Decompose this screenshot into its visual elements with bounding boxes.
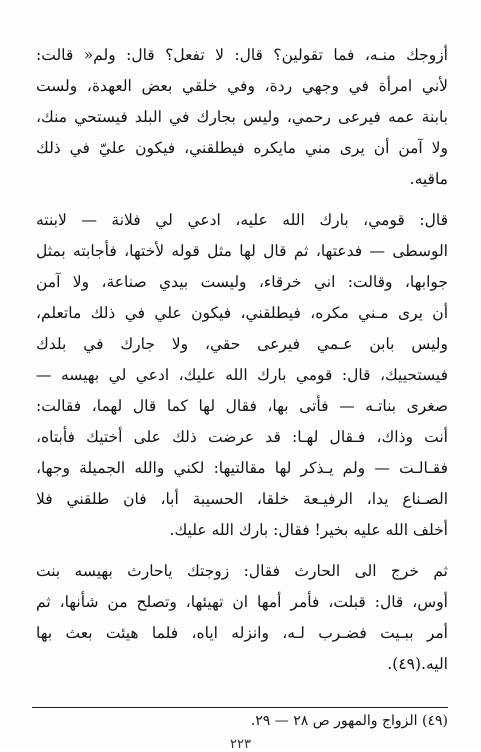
text-line: الوسطى — فدعتها، ثم قال لها مثل قوله لأختها، فأجابته بمثل xyxy=(36,242,448,260)
text-line: أنت وذاك، فـقال لهـا: قد عرضت ذلك على أختيك فأبتاه، xyxy=(36,428,448,446)
text-line: أوس، قال: قبلت، فأمر أمها ان تهيئها، وتصلح من شأنها، ثم xyxy=(36,593,448,611)
text-line: أزوجك منـه، فما تقولين؟ قال: لا تفعل؟ قال: ولم« قالت: xyxy=(36,46,448,64)
text-line: أن يرى مـني مكره، فيطلقني، فيكون علي في ذلك ماتعلم، xyxy=(36,304,448,322)
footnote: (٤٩) الزواج والمهور ص ٢٨ — ٢٩. xyxy=(250,713,448,729)
text-line: الصـناع يدا، الرفيـعة خلقا، الحسيبة أبا، فان طلقني فلا xyxy=(36,490,448,508)
paragraph xyxy=(36,40,448,195)
text-line: فقـالـت — ولم يـذكر لها مقالتيها: لكني والله الجميلة وجها، xyxy=(36,459,448,477)
paragraph-gap xyxy=(36,546,448,556)
paragraph xyxy=(36,556,448,680)
body-text xyxy=(36,40,448,680)
text-line: أخلف الله عليه بخير! فقال: بارك الله عليك. xyxy=(169,521,448,539)
text-line: ولا آمن أن يرى مني مايكره فيطلقني، فيكون عليّ في ذلك xyxy=(36,139,448,157)
text-line: ثم خرج الى الحارث فقال: زوجتك ياحارث بهيسه بنت xyxy=(36,562,448,580)
text-line: لأني امرأة في وجهي ردة، وفي خلقي بعض العهدة، ولست xyxy=(36,77,448,95)
text-line: صغرى بناتـه — فأتى بها، فقال لها كما قال لهما، فقالت: xyxy=(36,397,448,415)
text-line: قال: قومي، بارك الله عليه، ادعي لي فلانة — لابنته xyxy=(36,211,448,229)
text-line: بابنة عمه فيرعى رحمي، وليس بجارك في البلد فيستحي منك، xyxy=(36,108,448,126)
text-line: أمر ببـيت فضـرب لـه، وانزله اياه، فلما هيئت بعث بها xyxy=(36,624,448,642)
text-line: اليه.(٤٩). xyxy=(387,655,448,673)
text-line: فيستحييك، قال: قومي بارك الله عليك، ادعي لي بهيسه — xyxy=(36,366,448,384)
footnote-divider xyxy=(32,707,448,708)
page-number: ٢٢٣ xyxy=(230,737,251,752)
text-line: وليس بابن عـمي فيرعى حقي، ولا جارك في بلدك xyxy=(36,335,448,353)
text-line: جوابها، وقالت: اني خرقاء، وليست بيدي صناعة، ولا آمن xyxy=(36,273,448,291)
text-line: ماقيه. xyxy=(409,170,448,188)
paragraph xyxy=(36,205,448,546)
paragraph-gap xyxy=(36,195,448,205)
